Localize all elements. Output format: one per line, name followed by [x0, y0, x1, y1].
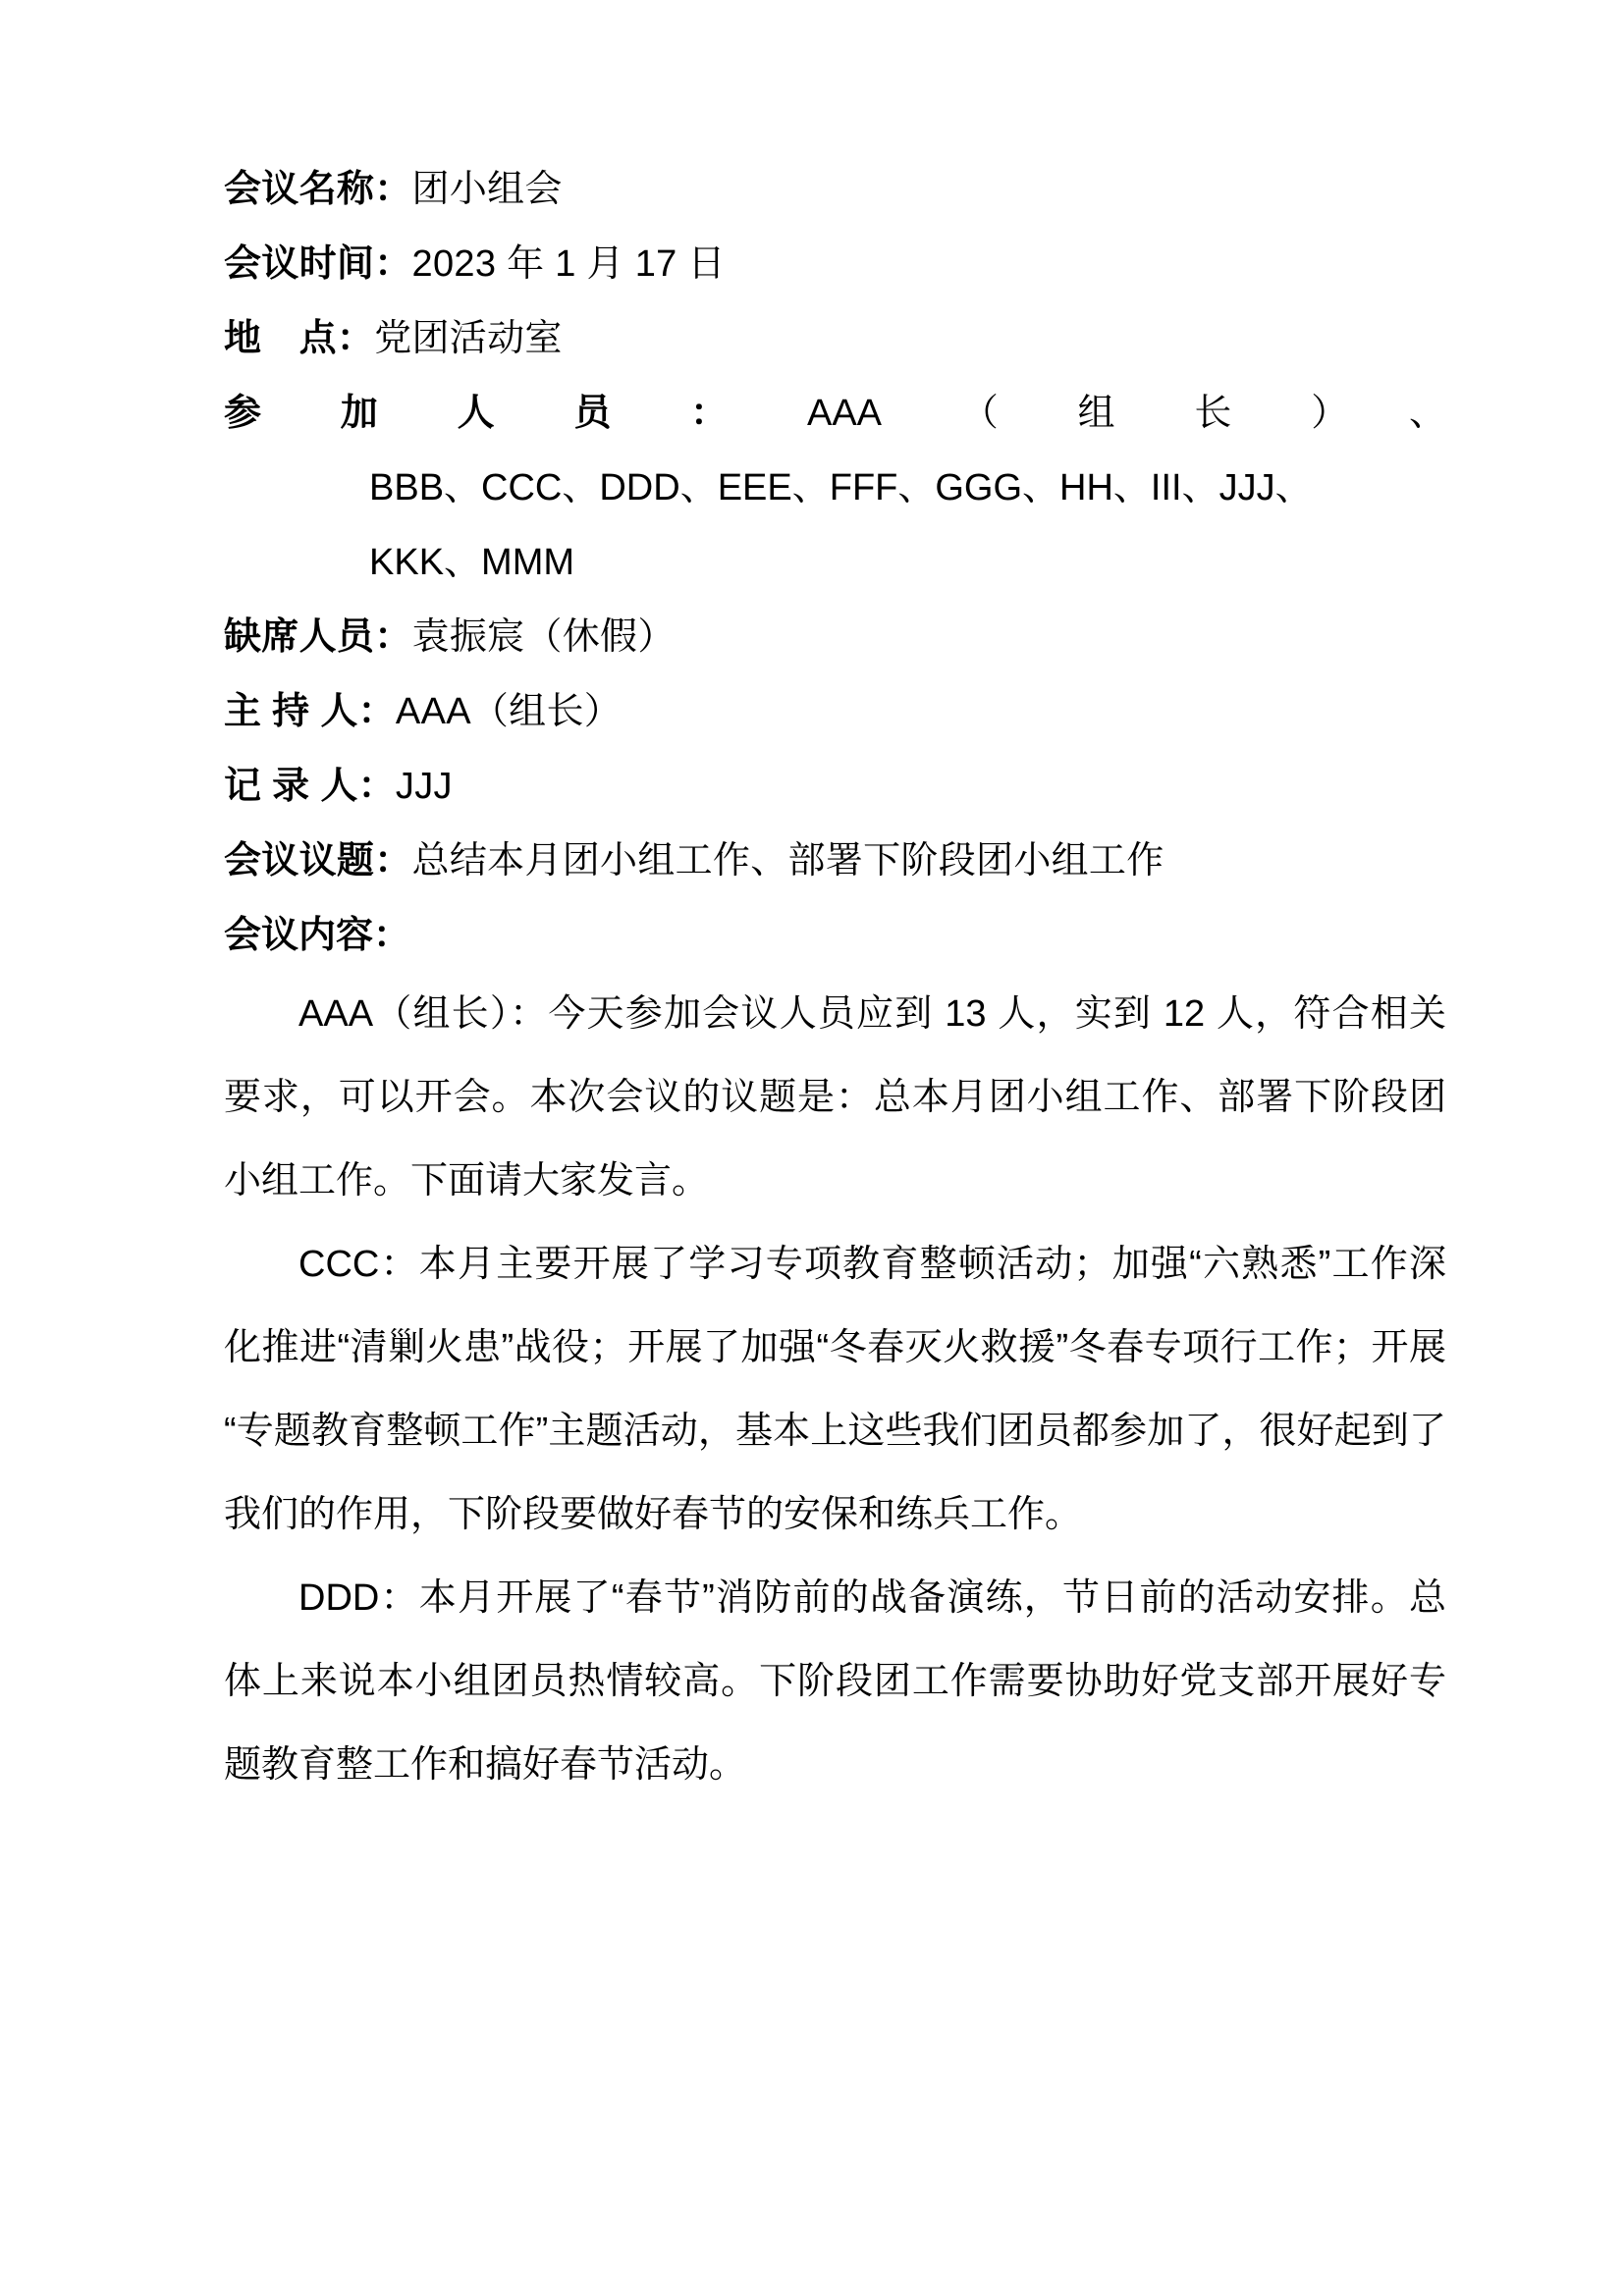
absent-value: 袁振宸（休假）: [411, 616, 676, 658]
content-paragraph: DDD：本月开展了“春节”消防前的战备演练，节日前的活动安排。总体上来说本小组团员热情较高。下阶段团工作需要协助好党支部开展好专题教育整工作和搞好春节活动。: [224, 1577, 1446, 1786]
content-heading: 会议内容：: [224, 915, 411, 956]
content-paragraph: CCC：本月主要开展了学习专项教育整顿活动；加强“六熟悉”工作深化推进“清剿火患”战役；开展了加强“冬春灭火救援”冬春专项行工作；开展“专题教育整顿工作”主题活动，基本上这些我们团员都参加了，很好起到了我们的作用，下阶段要做好春节的安保和练兵工作。: [224, 1244, 1446, 1535]
location-label: 地 点：: [224, 318, 375, 359]
host-line: [224, 674, 1446, 749]
meeting-name-line: [224, 152, 1446, 227]
meeting-name-value: 团小组会: [411, 169, 563, 210]
content-paragraph: AAA（组长）：今天参加会议人员应到 13 人，实到 12 人，符合相关要求，可以开会。本次会议的议题是：总本月团小组工作、部署下阶段团小组工作。下面请大家发言。: [224, 993, 1446, 1201]
recorder-line: [224, 749, 1446, 824]
meeting-time-value: 2023 年 1 月 17 日: [411, 243, 726, 285]
meeting-name-label: 会议名称：: [224, 169, 412, 210]
absent-label: 缺席人员：: [224, 616, 412, 658]
host-value: AAA（组长）: [395, 691, 623, 732]
participants-line-1: [224, 376, 1446, 451]
participants-line-3: KKK、MMM: [369, 542, 575, 583]
topic-label: 会议议题：: [224, 840, 412, 881]
participants-label: 参加人员：: [224, 393, 807, 434]
topic-value: 总结本月团小组工作、部署下阶段团小组工作: [411, 840, 1164, 881]
recorder-label: 记 录 人：: [224, 766, 396, 807]
absent-line: [224, 600, 1446, 674]
host-label: 主 持 人：: [224, 691, 396, 732]
participants-line-2: BBB、CCC、DDD、EEE、FFF、GGG、HH、III、JJJ、: [369, 467, 1313, 508]
meeting-time-line: [224, 227, 1446, 301]
topic-line: [224, 824, 1446, 898]
location-line: [224, 301, 1446, 376]
document-body: [224, 152, 1446, 1807]
meeting-time-label: 会议时间：: [224, 243, 412, 285]
location-value: 党团活动室: [374, 318, 563, 359]
recorder-value: JJJ: [395, 766, 453, 807]
participants-value-1: AAA（组长）、: [806, 393, 1446, 434]
